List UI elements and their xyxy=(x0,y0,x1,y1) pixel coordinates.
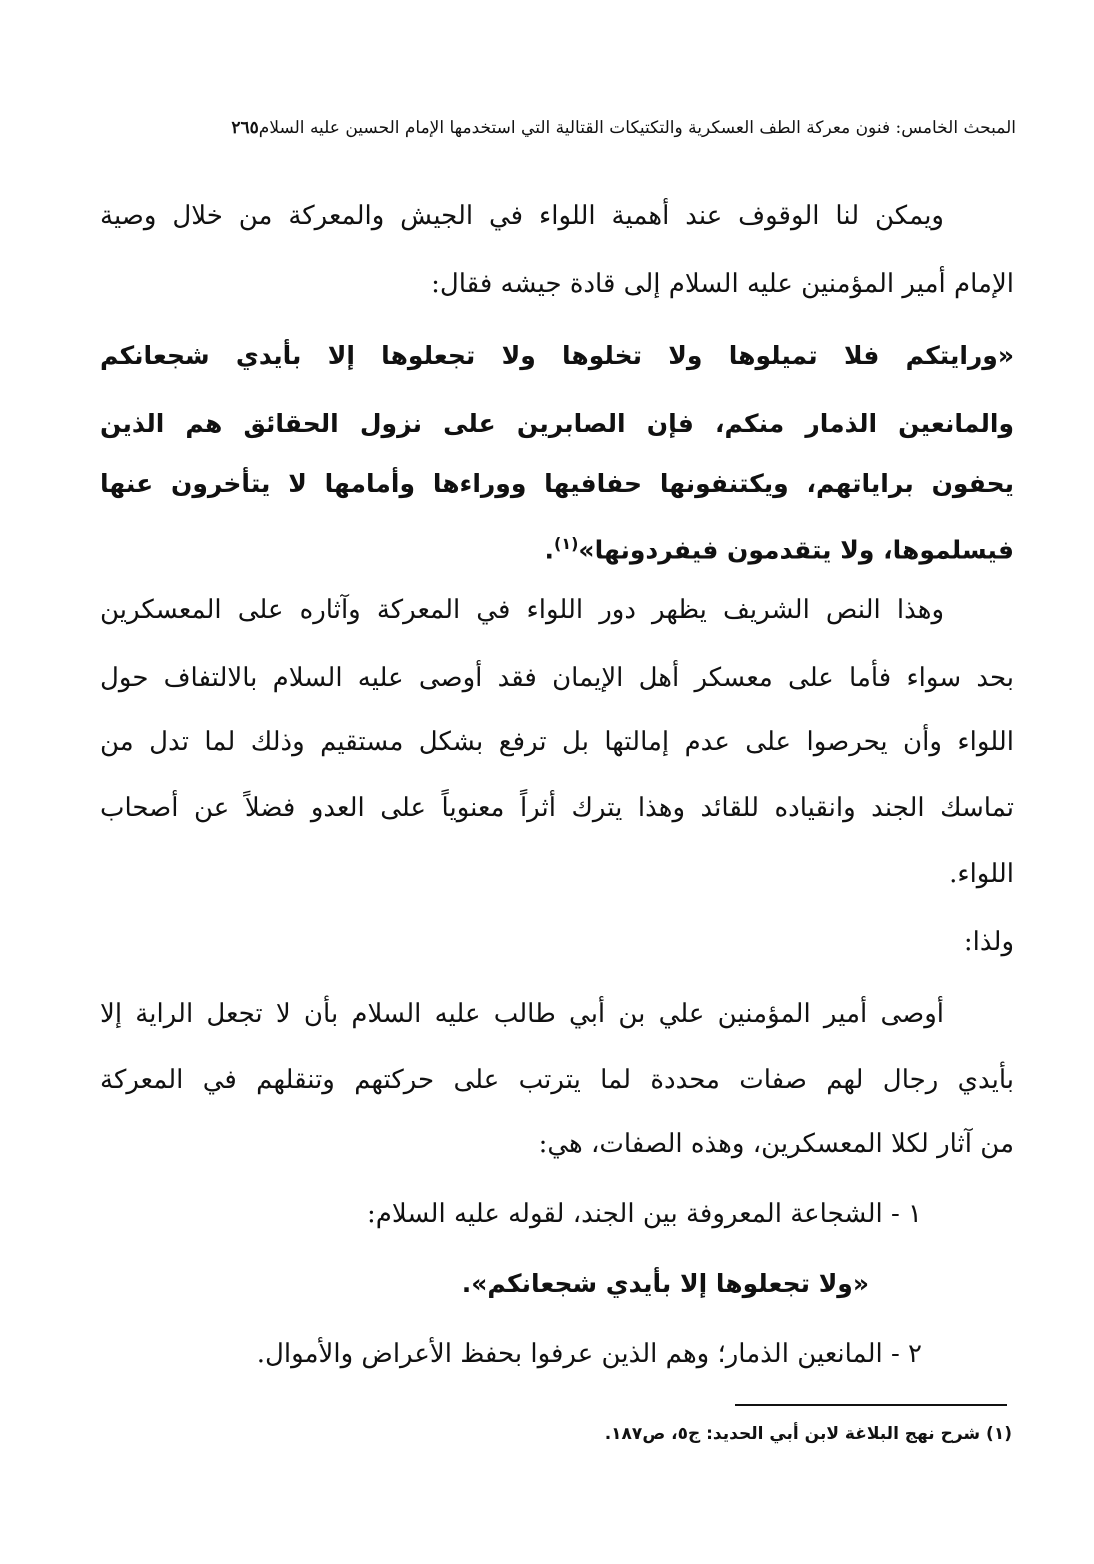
paragraph-2-line-4: تماسك الجند وانقياده للقائد وهذا يترك أثراً معنوياً على العدو فضلاً عن أصحاب xyxy=(100,793,1014,823)
paragraph-4-line-2: بأيدي رجال لهم صفات محددة لما يترتب على حركتهم وتنقلهم في المعركة xyxy=(100,1065,1014,1095)
paragraph-2-line-2: بحد سواء فأما على معسكر أهل الإيمان فقد أوصى عليه السلام بالالتفاف حول xyxy=(100,663,1014,693)
header-page-number: ٢٦٥ xyxy=(231,118,259,138)
footnote: (١) شرح نهج البلاغة لابن أبي الحديد: ج٥، ص١٨٧. xyxy=(604,1424,1012,1444)
paragraph-3: ولذا: xyxy=(963,927,1014,957)
footnote-reference: (١) xyxy=(554,534,579,553)
list-item-1-quote: «ولا تجعلوها إلا بأيدي شجعانكم». xyxy=(461,1269,869,1298)
quote-line-1: «ورايتكم فلا تميلوها ولا تخلوها ولا تجعلوها إلا بأيدي شجعانكم xyxy=(100,341,1014,370)
paragraph-4-line-3: من آثار لكلا المعسكرين، وهذه الصفات، هي: xyxy=(538,1129,1014,1159)
quote-line-3: يحفون براياتهم، ويكتنفونها حفافيها ووراءها وأمامها لا يتأخرون عنها xyxy=(100,469,1014,498)
paragraph-4-line-1: أوصى أمير المؤمنين علي بن أبي طالب عليه السلام بأن لا تجعل الراية إلا xyxy=(100,999,944,1029)
quote-line-2: والمانعين الذمار منكم، فإن الصابرين على نزول الحقائق هم الذين xyxy=(100,409,1014,438)
footnote-divider xyxy=(735,1404,1007,1406)
paragraph-1-line-2: الإمام أمير المؤمنين عليه السلام إلى قادة جيشه فقال: xyxy=(431,269,1014,299)
list-item-2: ٢ - المانعين الذمار؛ وهم الذين عرفوا بحفظ الأعراض والأموال. xyxy=(256,1339,922,1369)
running-header xyxy=(98,118,1016,138)
list-item-1: ١ - الشجاعة المعروفة بين الجند، لقوله عليه السلام: xyxy=(366,1199,922,1229)
paragraph-2-line-3: اللواء وأن يحرصوا على عدم إمالتها بل ترفع بشكل مستقيم وذلك لما تدل من xyxy=(100,727,1014,757)
quote-end-period: . xyxy=(544,535,555,565)
paragraph-2-line-1: وهذا النص الشريف يظهر دور اللواء في المعركة وآثاره على المعسكرين xyxy=(100,595,944,625)
paragraph-1-line-1: ويمكن لنا الوقوف عند أهمية اللواء في الجيش والمعركة من خلال وصية xyxy=(100,201,944,231)
paragraph-2-line-5: اللواء. xyxy=(949,859,1014,889)
quote-line-4 xyxy=(100,524,1014,570)
header-title: المبحث الخامس: فنون معركة الطف العسكرية والتكتيكات القتالية التي استخدمها الإمام الحسين عليه السلام xyxy=(258,118,1016,138)
quote-line-4-text: فيسلموها، ولا يتقدمون فيفردونها» xyxy=(578,535,1014,565)
